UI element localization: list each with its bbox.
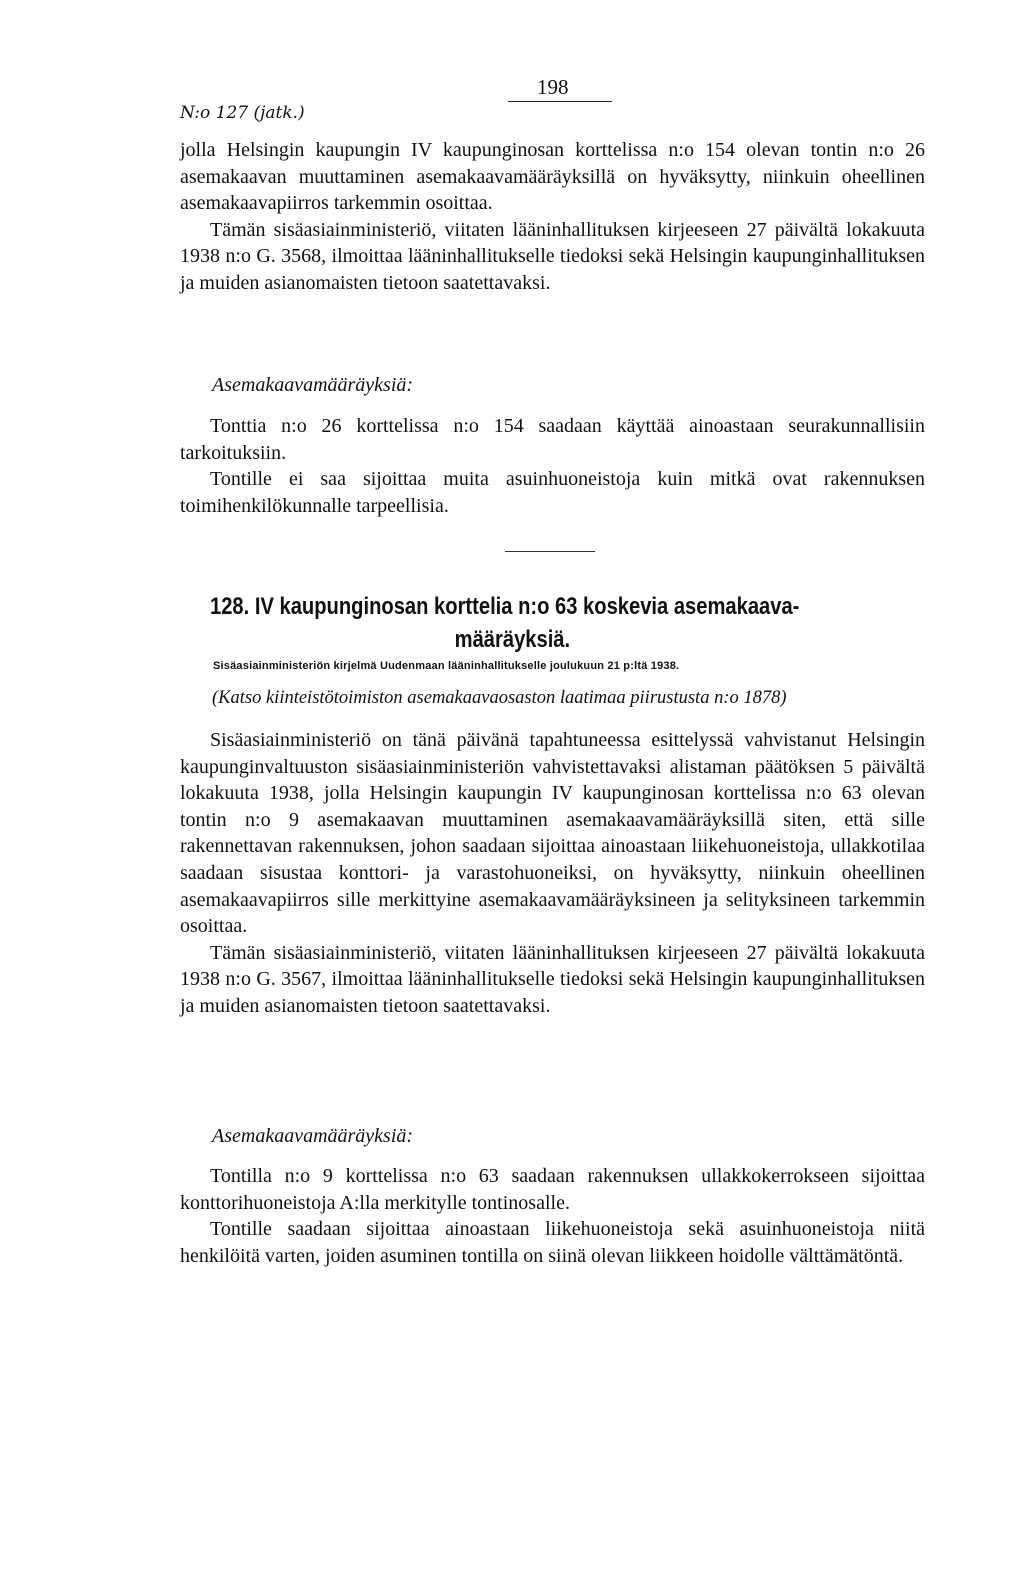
paragraph: Tämän sisäasiainministeriö, viitaten lääninhallituksen kirjeeseen 27 päivältä lokakuuta 1938 n:o G. 3567, ilmoittaa lääninhallitukselle tiedoksi sekä Helsingin kaupunginhallituksen ja muiden asianomaisten tietoon saatettavaksi. xyxy=(180,941,925,1017)
page-number-underline xyxy=(508,101,612,102)
decision-127-regulations xyxy=(180,413,925,519)
continuation-reference: N:o 127 (jatk.) xyxy=(180,103,305,123)
regulation-item: Tonttia n:o 26 korttelissa n:o 154 saadaan käyttää ainoastaan seurakunnallisiin tarkoituksiin. xyxy=(180,415,925,464)
section-divider xyxy=(505,551,595,552)
paragraph: Tämän sisäasiainministeriö, viitaten lääninhallituksen kirjeeseen 27 päivältä lokakuuta 1938 n:o G. 3568, ilmoittaa lääninhallitukselle tiedoksi sekä Helsingin kaupunginhallituksen ja muiden asianomaisten tietoon saatettavaksi. xyxy=(180,218,925,294)
decision-128-body xyxy=(180,727,925,1020)
regulation-item: Tontilla n:o 9 korttelissa n:o 63 saadaan rakennuksen ullakkokerrokseen sijoittaa konttorihuoneistoja A:lla merkitylle tontinosalle. xyxy=(180,1165,925,1214)
section-title-line-2: määräyksiä. xyxy=(454,626,571,653)
drawing-reference: (Katso kiinteistötoimiston asemakaavaosaston laatimaa piirustusta n:o 1878) xyxy=(212,688,787,708)
paragraph: Sisäasiainministeriö on tänä päivänä tapahtuneessa esittelyssä vahvistanut Helsingin kaupunginvaltuuston sisäasiainministeriön vahvistettavaksi alistaman päätöksen 5 päivältä lokakuuta 1938, jolla Helsingin kaupungin IV kaupunginosan korttelissa n:o 63 olevan tontin n:o 9 asemakaavan muuttaminen asemakaavamääräyksillä siten, että sille rakennettavan rakennuksen, johon saadaan sijoittaa ainoastaan liikehuoneistoja, ullakkotilaa saadaan sisustaa konttori- ja varastohuoneiksi, on hyväksytty, niinkuin oheellinen asemakaavapiirros sille merkittyine asemakaavamääräyksineen ja selityksineen tarkemmin osoittaa. xyxy=(180,729,925,938)
decision-128-regulations xyxy=(180,1163,925,1269)
regulation-item: Tontille saadaan sijoittaa ainoastaan liikehuoneistoja sekä asuinhuoneistoja niitä henkilöitä varten, joiden asuminen tontilla on siinä olevan liikkeen hoidolle välttämätöntä. xyxy=(180,1218,925,1267)
paragraph: jolla Helsingin kaupungin IV kaupunginosan korttelissa n:o 154 olevan tontin n:o 26 asemakaavan muuttaminen asemakaavamääräyksillä on hyväksytty, niinkuin oheellinen asemakaavapiirros tarkemmin osoittaa. xyxy=(180,139,925,215)
section-title xyxy=(210,590,815,656)
section-title-line-1: 128. IV kaupunginosan korttelia n:o 63 koskevia asemakaava- xyxy=(210,593,800,620)
decision-127-body xyxy=(180,137,925,297)
regulations-heading: Asemakaavamääräyksiä: xyxy=(212,1125,414,1147)
regulation-item: Tontille ei saa sijoittaa muita asuinhuoneistoja kuin mitkä ovat rakennuksen toimihenkilökunnalle tarpeellisia. xyxy=(180,468,925,517)
source-citation: Sisäasiainministeriön kirjelmä Uudenmaan lääninhallitukselle joulukuun 21 p:ltä 1938. xyxy=(213,660,680,672)
regulations-heading: Asemakaavamääräyksiä: xyxy=(212,374,414,396)
page-number: 198 xyxy=(537,75,569,99)
